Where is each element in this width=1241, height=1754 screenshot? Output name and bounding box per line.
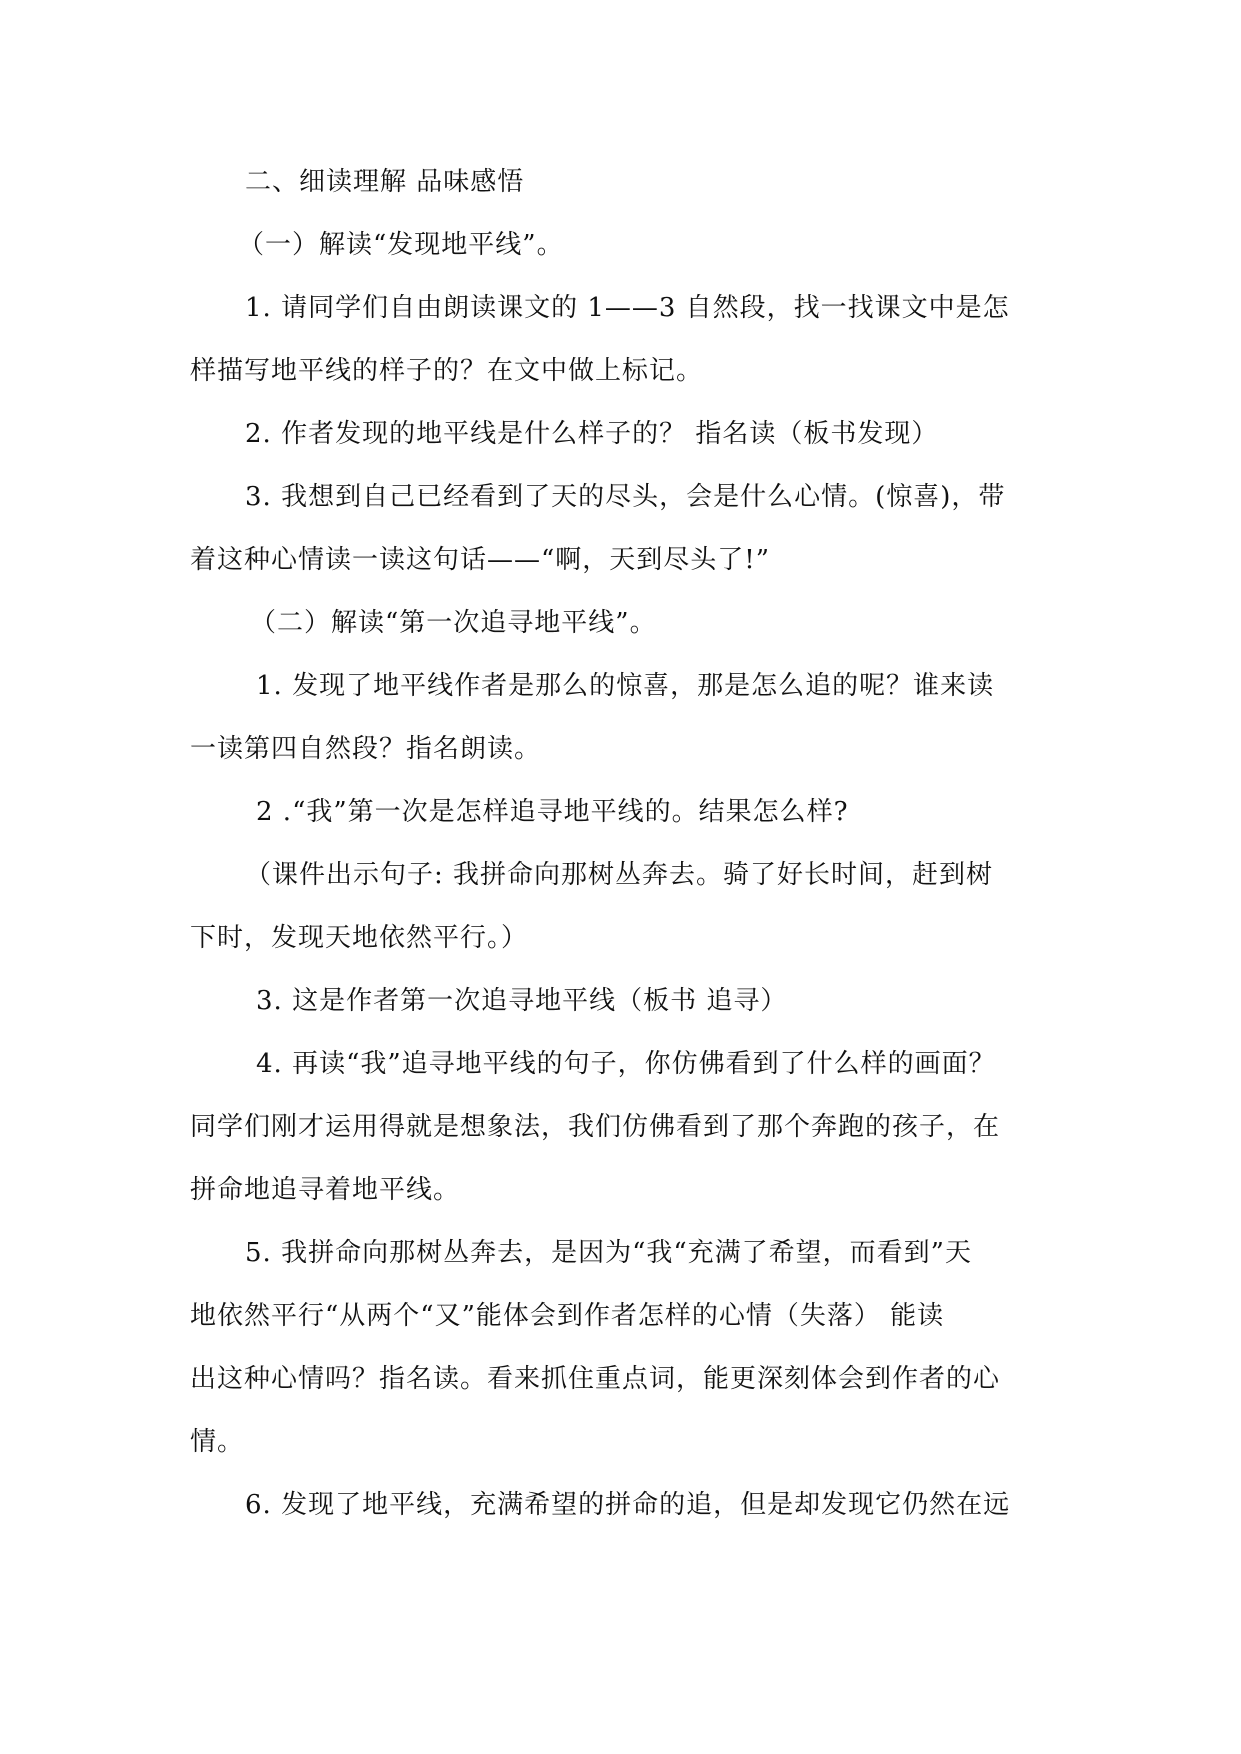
paragraph-line: 一读第四自然段？指名朗读。	[190, 734, 542, 764]
paragraph-line: 6. 发现了地平线，充满希望的拼命的追，但是却发现它仍然在远	[245, 1490, 1011, 1520]
paragraph-line: 拼命地追寻着地平线。	[190, 1175, 461, 1205]
paragraph-line: 情。	[190, 1427, 245, 1457]
paragraph-line: 下时，发现天地依然平行。）	[190, 923, 529, 953]
paragraph-line: （课件出示句子: 我拼命向那树丛奔去。骑了好长时间，赶到树	[245, 860, 994, 890]
paragraph-line: 5. 我拼命向那树丛奔去，是因为“我“充满了希望，而看到”天	[245, 1238, 972, 1268]
paragraph-line: 着这种心情读一读这句话——“啊，天到尽头了!”	[190, 545, 771, 575]
paragraph-line: 地依然平行“从两个“又”能体会到作者怎样的心情（失落） 能读	[190, 1301, 945, 1331]
paragraph-line: 同学们刚才运用得就是想象法，我们仿佛看到了那个奔跑的孩子，在	[190, 1112, 1001, 1142]
paragraph-line: 4. 再读“我”追寻地平线的句子，你仿佛看到了什么样的画面？	[256, 1049, 996, 1079]
paragraph-line: 1. 请同学们自由朗读课文的 1——3 自然段，找一找课文中是怎	[245, 293, 1010, 323]
subsection-heading: （一）解读“发现地平线”。	[238, 230, 564, 260]
paragraph-line: 2. 作者发现的地平线是什么样子的？ 指名读（板书发现）	[245, 419, 939, 449]
paragraph-line: 2 .“我”第一次是怎样追寻地平线的。结果怎么样?	[256, 797, 849, 827]
paragraph-line: 1. 发现了地平线作者是那么的惊喜，那是怎么追的呢？谁来读	[256, 671, 995, 701]
subsection-heading: （二）解读“第一次追寻地平线”。	[250, 608, 657, 638]
section-heading: 二、细读理解 品味感悟	[245, 167, 525, 197]
paragraph-line: 3. 这是作者第一次追寻地平线（板书 追寻）	[256, 986, 788, 1016]
paragraph-line: 出这种心情吗？指名读。看来抓住重点词，能更深刻体会到作者的心	[190, 1364, 1001, 1394]
paragraph-line: 样描写地平线的样子的？在文中做上标记。	[190, 356, 704, 386]
paragraph-line: 3. 我想到自己已经看到了天的尽头，会是什么心情。(惊喜)，带	[245, 482, 1006, 512]
